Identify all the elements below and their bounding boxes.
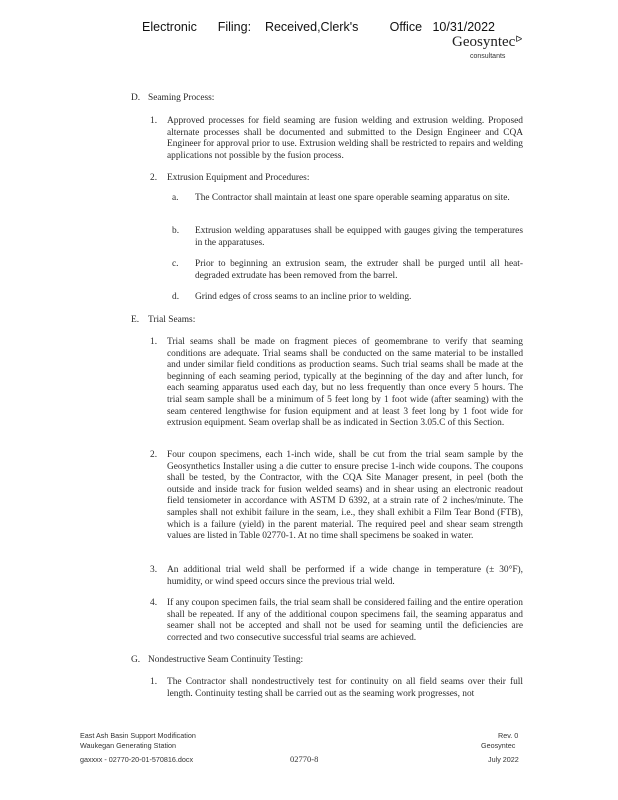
paragraph: Trial seams shall be made on fragment pieces of geomembrane to verify that seaming conditions are adequate. Trial seams shall be conducted on the same material to be installed and under similar field conditions as production seams. Such trial seams shall be made at the beginning of each seaming period, typically at the beginning of the day and after lunch, for each seaming apparatus used each day, but no less frequently than once every 5 hours. The trial seam sample shall be a minimum of 5 feet long by 1 foot wide (after seaming) with the seam centered lengthwise for fusion equipment and at least 3 feet long by 1 foot wide for extrusion equipment. Seam overlap shall be as indicated in Section 3.05.C of this Section. (167, 337, 523, 429)
item-number: 4. (150, 598, 158, 608)
electronic-filing-stamp: Electronic Filing: Received,Clerk's Office 10/31/2022 (142, 20, 496, 34)
footer-project: East Ash Basin Support Modification (80, 731, 196, 740)
paragraph: Four coupon specimens, each 1-inch wide, shall be cut from the trial seam sample by the Geosynthetics Installer using a die cutter to ensure precise 1-inch wide coupons. The coupons shall be tested, by the Contractor, with the CQA Site Manager present, in peel (both the outside and inside track for fusion welded seams) and in shear using an electronic readout field tensiometer in accordance with ASTM D 6392, at a strain rate of 2 inches/minute. The samples shall not exhibit failure in the seam, i.e., they shall exhibit a Film Tear Bond (FTB), which is a failure (yield) in the parent material. The required peel and shear seam strength values are listed in Table 02770-1. At no time shall specimens be soaked in water. (167, 450, 523, 542)
paragraph: The Contractor shall nondestructively test for continuity on all field seams over their full length. Continuity testing shall be carried out as the seaming work progresses, not (167, 677, 523, 699)
item-number: 2. (150, 450, 158, 460)
paragraph: If any coupon specimen fails, the trial seam shall be considered failing and the entire operation shall be repeated. If any of the additional coupon specimens fail, the seaming apparatus and seamer shall not be accepted and shall not be used for seaming until the deficiencies are corrected and two consecutive successful trial seams are achieved. (167, 598, 523, 643)
footer-date: July 2022 (488, 755, 519, 764)
section-d-label: D. (131, 93, 141, 103)
section-g-title: Nondestructive Seam Continuity Testing: (148, 655, 304, 665)
logo-mark-icon: ᐅ (515, 34, 523, 44)
subitem-letter: d. (172, 292, 180, 302)
paragraph-heading: Extrusion Equipment and Procedures: (167, 173, 310, 183)
subitem-letter: c. (172, 259, 179, 269)
item-number: 1. (150, 677, 158, 687)
subitem-letter: b. (172, 226, 180, 236)
footer-filename: gaxxxx - 02770-20-01-570816.docx (80, 755, 194, 764)
paragraph: Extrusion welding apparatuses shall be equipped with gauges giving the temperatures in the apparatuses. (195, 226, 523, 248)
paragraph: Approved processes for field seaming are fusion welding and extrusion welding. Proposed alternate processes shall be documented and submitted to the Design Engineer and CQA Engineer for approval prior to use. Extrusion welding shall be restricted to repairs and welding applications not possible by the fusion process. (167, 116, 523, 161)
item-number: 3. (150, 565, 158, 575)
section-d-title: Seaming Process: (148, 93, 215, 103)
footer-company: Geosyntec (481, 741, 516, 750)
item-number: 1. (150, 116, 158, 126)
item-number: 2. (150, 173, 158, 183)
paragraph: Grind edges of cross seams to an incline prior to welding. (195, 292, 412, 302)
section-e-label: E. (131, 315, 140, 325)
paragraph: The Contractor shall maintain at least one spare operable seaming apparatus on site. (195, 193, 510, 203)
footer-revision: Rev. 0 (498, 731, 519, 740)
footer-station: Waukegan Generating Station (80, 741, 177, 750)
company-logo (452, 34, 522, 51)
page-number: 02770-8 (290, 754, 319, 764)
paragraph: Prior to beginning an extrusion seam, the extruder shall be purged until all heat-degraded extrudate has been removed from the barrel. (195, 259, 523, 281)
subitem-letter: a. (172, 193, 179, 203)
item-number: 1. (150, 337, 158, 347)
paragraph: An additional trial weld shall be performed if a wide change in temperature (± 30°F), humidity, or wind speed occurs since the previous trial weld. (167, 565, 523, 587)
section-g-label: G. (131, 655, 141, 665)
section-e-title: Trial Seams: (148, 315, 196, 325)
logo-text: Geosyntec (452, 34, 516, 50)
logo-subtitle: consultants (470, 53, 506, 60)
